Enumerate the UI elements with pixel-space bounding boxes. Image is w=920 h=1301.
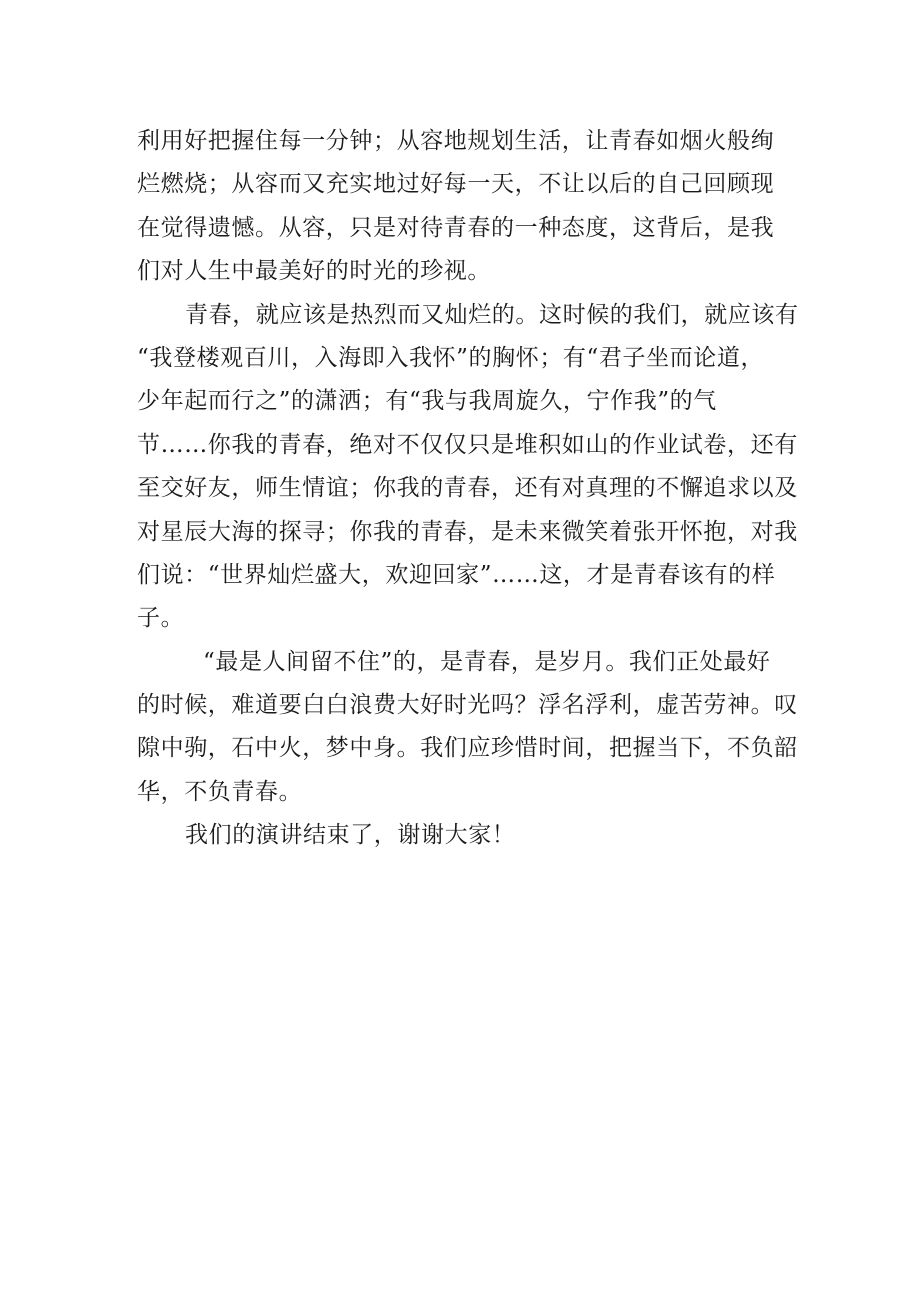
text-line: 子。: [137, 605, 185, 632]
text-line: “最是人间留不住”的，是青春，是岁月。我们正处最好: [203, 648, 771, 675]
text-line: 华，不负青春。: [137, 778, 303, 805]
paragraph-1: [137, 120, 787, 294]
text-line: 少年起而行之”的潇洒；有“我与我周旋久，宁作我”的气: [137, 388, 717, 415]
text-line: 们说：“世界灿烂盛大，欢迎回家”……这，才是青春该有的样: [137, 561, 776, 588]
paragraph-4: [137, 814, 787, 857]
text-line: 节……你我的青春，绝对不仅仅只是堆积如山的作业试卷，还有: [137, 431, 798, 458]
text-line: 至交好友，师生情谊；你我的青春，还有对真理的不懈追求以及: [137, 475, 798, 502]
text-line: 利用好把握住每一分钟；从容地规划生活，让青春如烟火般绚: [137, 128, 775, 154]
text-line: 们对人生中最美好的时光的珍视。: [137, 258, 491, 285]
text-line: 在觉得遗憾。从容，只是对待青春的一种态度，这背后，是我: [137, 214, 775, 241]
text-line: 对星辰大海的探寻；你我的青春，是未来微笑着张开怀抱，对我: [137, 518, 798, 545]
paragraph-3: [137, 641, 798, 815]
speech-text: [137, 120, 799, 858]
paragraph-2: [137, 294, 799, 641]
text-line: “我登楼观百川，入海即入我怀”的胸怀；有“君子坐而论道，: [137, 344, 765, 371]
text-line: 隙中驹，石中火，梦中身。我们应珍惜时间，把握当下，不负韶: [137, 735, 798, 762]
text-line: 的时候，难道要白白浪费大好时光吗？浮名浮利，虚苦劳神。叹: [137, 692, 798, 719]
text-line: 烂燃烧；从容而又充实地过好每一天，不让以后的自己回顾现: [137, 171, 775, 198]
text-line: 青春，就应该是热烈而又灿烂的。这时候的我们，就应该有: [185, 301, 799, 328]
text-line: 我们的演讲结束了，谢谢大家！: [185, 822, 516, 849]
